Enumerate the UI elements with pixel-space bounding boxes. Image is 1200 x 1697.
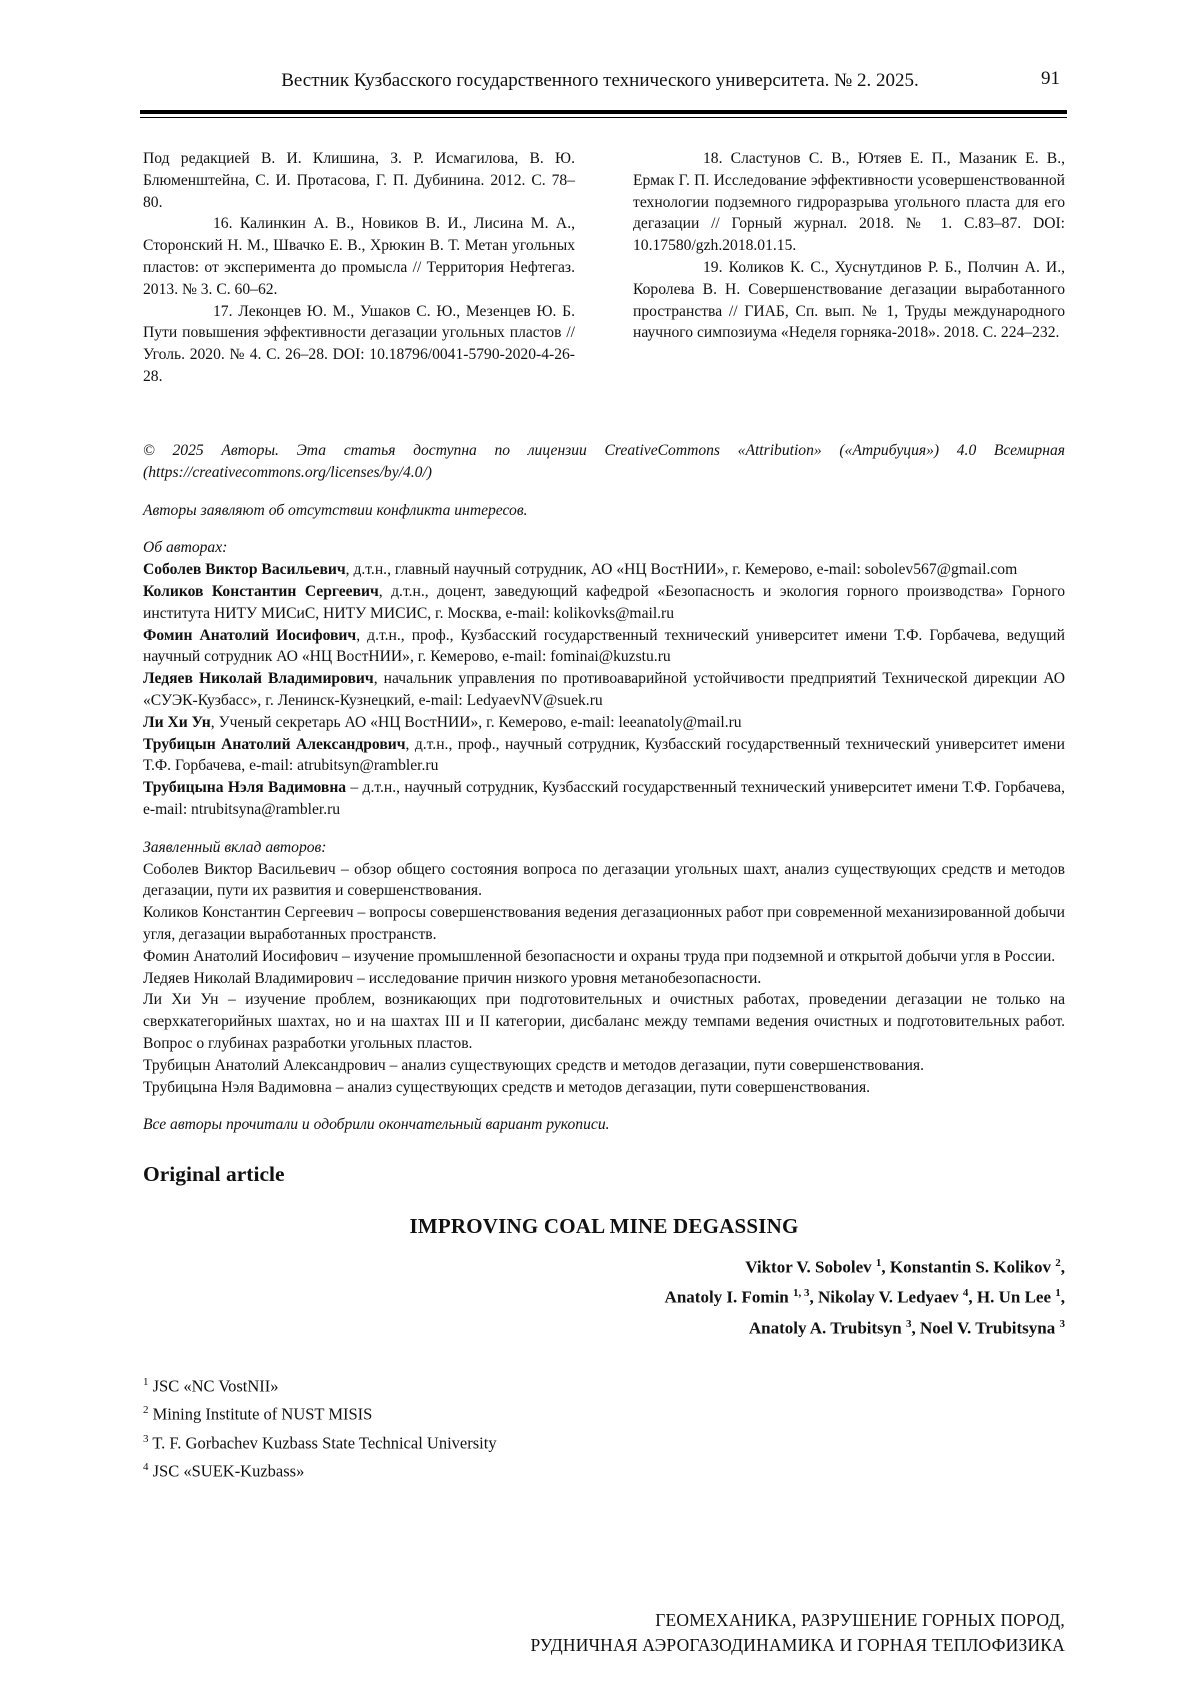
section-footer-line: ГЕОМЕХАНИКА, РАЗРУШЕНИЕ ГОРНЫХ ПОРОД, xyxy=(655,1610,1065,1630)
affiliation-mark: 4 xyxy=(962,1287,969,1300)
contribution-entry: Фомин Анатолий Иосифович – изучение промышленной безопасности и охраны труда при подземной и открытой добычи угля в России. xyxy=(143,947,1056,965)
contribution-entry: Ледяев Николай Владимирович – исследование причин низкого уровня метанобезопасности. xyxy=(143,969,762,987)
header-rule-thick xyxy=(140,110,1067,114)
affiliation-text: Mining Institute of NUST MISIS xyxy=(148,1404,373,1424)
contribution-entry: Соболев Виктор Васильевич – обзор общего состояния вопроса по дегазации угольных шахт, анализ существующих средств и методов дегазации, пути их развития и совершенствования. xyxy=(143,860,1065,900)
license-note: © 2025 Авторы. Эта статья доступна по лицензии CreativeCommons «Attribution» («Атрибуция») 4.0 Всемирная (https://creativecommons.org/licenses/by/4.0/) xyxy=(143,442,1065,481)
author-info: , д.т.н., главный научный сотрудник, АО «НЦ ВостНИИ», г. Кемерово, e-mail: sobolev567@gmail.com xyxy=(345,561,1018,579)
author-info: , начальник управления по противоаварийной устойчивости предприятий Технической дирекции АО «СУЭК-Кузбасс», г. Ленинск-Кузнецкий, e-mail: LedyaevNV@suek.ru xyxy=(143,670,1065,709)
english-author-line xyxy=(143,1311,1065,1342)
author-name: Соболев Виктор Васильевич xyxy=(143,561,346,579)
affiliation-text: JSC «NC VostNII» xyxy=(148,1376,279,1396)
author-entry xyxy=(143,625,1065,669)
author-entry xyxy=(143,734,1065,778)
affiliation-mark: 1 xyxy=(875,1256,882,1269)
contribution-entry: Ли Хи Ун – изучение проблем, возникающих при подготовительных и очистных работах, проведении дегазации не только на сверхкатегорийных шахтах, но и на шахтах III и II категории, дисбаланс между темпами ведения очистных и подготовительных работ. Вопрос о глубинах разработки угольных пластов. xyxy=(143,991,1065,1052)
author-info: , Ученый секретарь АО «НЦ ВостНИИ», г. Кемерово, e-mail: leeanatoly@mail.ru xyxy=(210,713,742,731)
english-author-line xyxy=(143,1250,1065,1281)
original-article-heading: Original article xyxy=(143,1162,285,1187)
affiliation-mark: 1, 3 xyxy=(793,1287,810,1300)
author-info: , д.т.н., проф., научный сотрудник, Кузбасский государственный технический университет имени Т.Ф. Горбачева, e-mail: atrubitsyn@rambler.ru xyxy=(143,735,1065,775)
author-entry xyxy=(143,581,1065,625)
contributions-heading: Заявленный вклад авторов: xyxy=(143,838,327,856)
author-name: Фомин Анатолий Иосифович xyxy=(143,626,357,644)
author-separator: , xyxy=(1060,1257,1065,1277)
contribution-entry: Трубицын Анатолий Александрович – анализ существующих средств и методов дегазации, пути совершенствования. xyxy=(143,1056,924,1074)
reference-entry: 17. Леконцев Ю. М., Ушаков С. Ю., Мезенцев Ю. Б. Пути повышения эффективности дегазации угольных пластов // Уголь. 2020. № 4. С. 26–28. DOI: 10.18796/0041-5790-2020-4-26-28. xyxy=(143,302,575,385)
authors-heading: Об авторах: xyxy=(143,539,228,557)
author-info: – д.т.н., научный сотрудник, Кузбасский государственный технический университет имени Т.Ф. Горбачева, e-mail: ntrubitsyna@rambler.ru xyxy=(143,779,1065,818)
author-entry xyxy=(143,777,1065,821)
author-info: , д.т.н., доцент, заведующий кафедрой «Безопасность и экология горного производства» Горного института НИТУ МИСиС, НИТУ МИСИС, г. Москва, e-mail: kolikovks@mail.ru xyxy=(143,582,1065,622)
affiliation-mark: 3 xyxy=(905,1318,912,1331)
english-author-name: H. Un Lee xyxy=(976,1288,1056,1308)
references-right-column xyxy=(633,148,1065,388)
running-title: Вестник Кузбасского государственного технического университета. № 2. 2025. xyxy=(281,70,919,91)
english-title: IMPROVING COAL MINE DEGASSING xyxy=(409,1213,799,1238)
author-entry xyxy=(143,712,1065,734)
article-metadata xyxy=(143,440,1065,1484)
affiliation-entry xyxy=(143,1427,1065,1456)
affiliation-number: 2 xyxy=(143,1404,149,1417)
english-author-name: Anatoly A. Trubitsyn xyxy=(748,1318,906,1338)
reference-entry: 18. Сластунов С. В., Ютяев Е. П., Мазаник Е. В., Ермак Г. П. Исследование эффективности усовершенствованной технологии подземного гидроразрыва угольного пласта для его дегазации // Горный журнал. 2018. № 1. С.83–87. DOI: 10.17580/gzh.2018.01.15. xyxy=(633,150,1065,255)
english-author-name: Anatoly I. Fomin xyxy=(664,1288,794,1308)
english-author-name: Noel V. Trubitsyna xyxy=(919,1318,1060,1338)
author-name: Трубицына Нэля Вадимовна xyxy=(143,779,347,797)
reference-entry: 19. Коликов К. С., Хуснутдинов Р. Б., Полчин А. И., Королева В. Н. Совершенствование дегазации выработанного пространства // ГИАБ, Сп. вып. № 1, Труды международного научного симпозиума «Неделя горняка-2018». 2018. С. 224–232. xyxy=(633,258,1065,342)
contribution-entry: Трубицына Нэля Вадимовна – анализ существующих средств и методов дегазации, пути совершенствования. xyxy=(143,1078,871,1096)
approval-statement: Все авторы прочитали и одобрили окончательный вариант рукописи. xyxy=(143,1116,610,1134)
author-entry xyxy=(143,559,1065,581)
references-left-column xyxy=(143,148,575,388)
reference-entry: Под редакцией В. И. Клишина, З. Р. Исмагилова, В. Ю. Блюменштейна, С. И. Протасова, Г. П. Дубинина. 2012. С. 78–80. xyxy=(143,150,575,211)
author-separator: , xyxy=(1060,1288,1065,1308)
affiliation-text: T. F. Gorbachev Kuzbass State Technical University xyxy=(148,1433,497,1453)
conflict-statement: Авторы заявляют об отсутствии конфликта интересов. xyxy=(143,501,528,519)
author-name: Трубицын Анатолий Александрович xyxy=(143,735,406,753)
affiliation-number: 3 xyxy=(143,1432,149,1445)
author-name: Коликов Константин Сергеевич xyxy=(143,582,379,600)
affiliation-mark: 2 xyxy=(1055,1256,1061,1269)
affiliation-entry xyxy=(143,1455,1065,1484)
reference-entry: 16. Калинкин А. В., Новиков В. И., Лисина М. А., Сторонский Н. М., Швачко Е. В., Хрюкин В. Т. Метан угольных пластов: от эксперимента до промысла // Территория Нефтегаз. 2013. № 3. С. 60–62. xyxy=(143,215,575,298)
section-footer-line: РУДНИЧНАЯ АЭРОГАЗОДИНАМИКА И ГОРНАЯ ТЕПЛОФИЗИКА xyxy=(530,1635,1065,1655)
affiliation-text: JSC «SUEK-Kuzbass» xyxy=(148,1461,305,1481)
english-authors xyxy=(143,1250,1065,1342)
author-separator: , xyxy=(809,1288,819,1308)
author-name: Ли Хи Ун xyxy=(143,713,211,731)
affiliation-mark: 1 xyxy=(1055,1287,1061,1300)
author-separator: , xyxy=(968,1288,977,1308)
contribution-entry: Коликов Константин Сергеевич – вопросы совершенствования ведения дегазационных работ при современной механизированной добычи угля, дегазации выработанных пространств. xyxy=(143,904,1065,943)
affiliations-list xyxy=(143,1370,1065,1484)
english-author-name: Konstantin S. Kolikov xyxy=(889,1257,1056,1277)
author-separator: , xyxy=(881,1257,890,1277)
authors-list xyxy=(143,559,1065,821)
affiliation-entry xyxy=(143,1398,1065,1427)
english-author-name: Nikolay V. Ledyaev xyxy=(818,1288,963,1308)
affiliation-number: 1 xyxy=(143,1375,149,1388)
author-name: Ледяев Николай Владимирович xyxy=(143,670,374,688)
author-separator: , xyxy=(911,1318,920,1338)
affiliation-number: 4 xyxy=(143,1461,149,1474)
english-author-name: Viktor V. Sobolev xyxy=(745,1257,876,1277)
header-rule-thin xyxy=(140,117,1067,118)
section-footer xyxy=(530,1608,1065,1658)
author-entry xyxy=(143,668,1065,712)
english-author-line xyxy=(143,1280,1065,1311)
references xyxy=(143,148,1065,388)
author-info: , д.т.н., проф., Кузбасский государственный технический университет имени Т.Ф. Горбачева, ведущий научный сотрудник АО «НЦ ВостНИИ», г. Кемерово, e-mail: fominai@kuzstu.ru xyxy=(143,626,1065,666)
affiliation-mark: 3 xyxy=(1059,1318,1065,1331)
page-number: 91 xyxy=(1041,68,1060,89)
contributions-list xyxy=(143,859,1065,1099)
affiliation-entry xyxy=(143,1370,1065,1399)
